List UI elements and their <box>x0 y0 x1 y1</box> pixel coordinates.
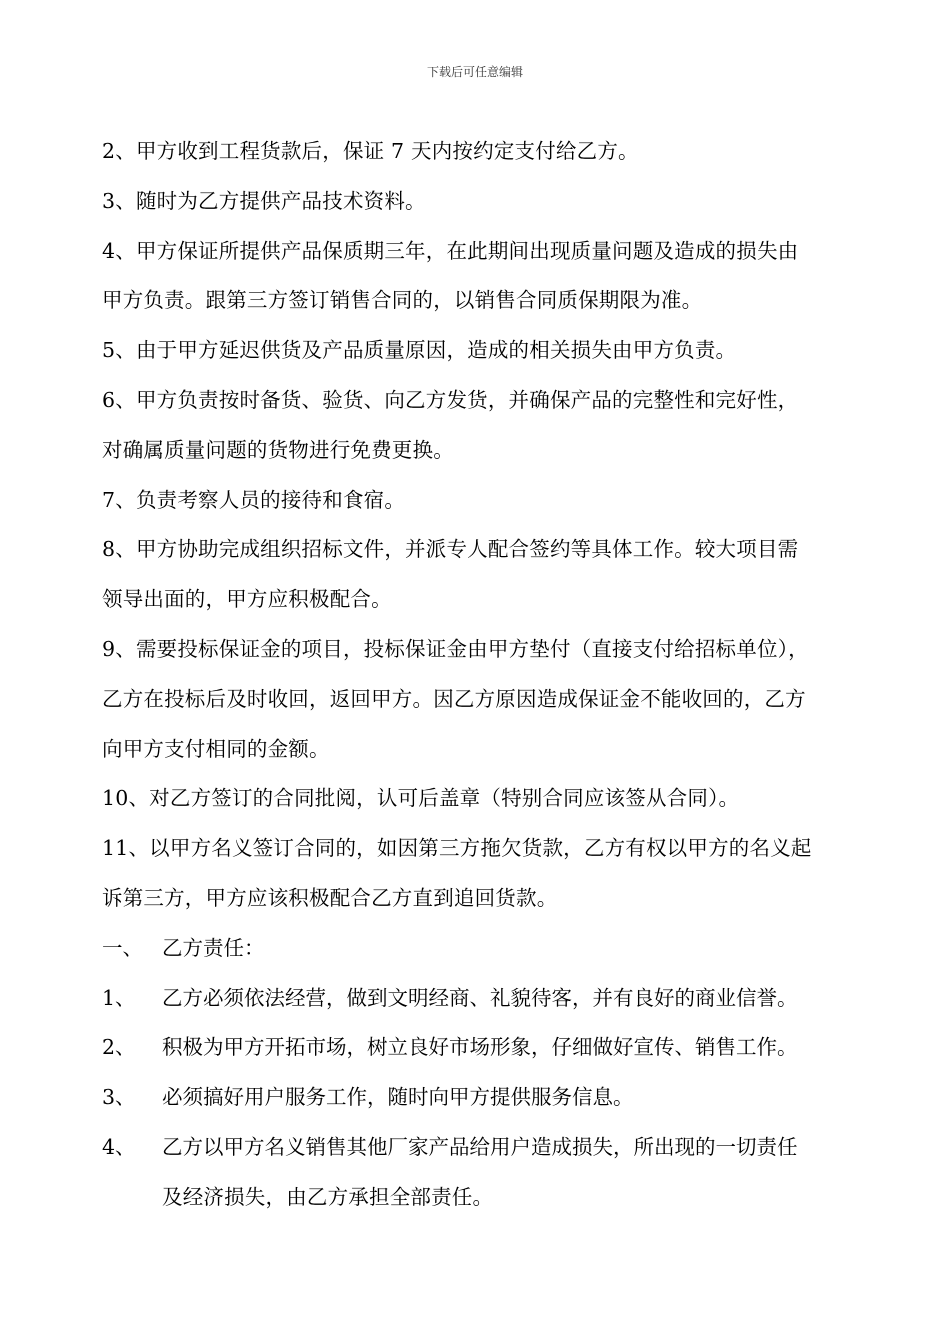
section-title: 乙方责任： <box>162 935 265 960</box>
list-item-text: 乙方必须依法经营，做到文明经商、礼貌待客，并有良好的商业信誉。 <box>162 985 798 1010</box>
list-item-text: 乙方以甲方名义销售其他厂家产品给用户造成损失，所出现的一切责任 <box>162 1134 798 1159</box>
list-item-number: 4、 <box>102 1134 136 1159</box>
clause-line: 向甲方支付相同的金额。 <box>102 736 330 761</box>
clause-line: 7、负责考察人员的接待和食宿。 <box>102 487 406 512</box>
list-item-text: 积极为甲方开拓市场，树立良好市场形象，仔细做好宣传、销售工作。 <box>162 1035 798 1060</box>
list-item-number: 3、 <box>102 1085 136 1110</box>
list-item-text: 必须搞好用户服务工作，随时向甲方提供服务信息。 <box>162 1085 634 1110</box>
list-item <box>102 1079 872 1129</box>
section-heading <box>102 930 872 980</box>
clause-line: 10、对乙方签订的合同批阅，认可后盖章（特别合同应该签从合同）。 <box>102 786 740 811</box>
list-item-number: 1、 <box>102 985 136 1010</box>
clause-line: 3、随时为乙方提供产品技术资料。 <box>102 188 426 213</box>
clause-line: 诉第三方，甲方应该积极配合乙方直到追回货款。 <box>102 885 558 910</box>
clause-line: 9、需要投标保证金的项目，投标保证金由甲方垫付（直接支付给招标单位）， <box>102 636 809 661</box>
clause-line: 2、甲方收到工程货款后，保证 7 天内按约定支付给乙方。 <box>102 139 639 163</box>
list-item <box>102 1029 872 1079</box>
document-body <box>102 133 872 1229</box>
clause-line: 甲方负责。跟第三方签订销售合同的，以销售合同质保期限为准。 <box>102 288 703 313</box>
clause-line: 6、甲方负责按时备货、验货、向乙方发货，并确保产品的完整性和完好性， <box>102 387 799 412</box>
section-number: 一、 <box>102 935 143 960</box>
page-header: 下载后可任意编辑 <box>426 65 523 79</box>
clause-line: 4、甲方保证所提供产品保质期三年，在此期间出现质量问题及造成的损失由 <box>102 238 799 263</box>
clause-line: 乙方在投标后及时收回，返回甲方。因乙方原因造成保证金不能收回的，乙方 <box>102 686 806 711</box>
list-item-continuation: 及经济损失，由乙方承担全部责任。 <box>162 1184 494 1209</box>
clause-line: 8、甲方协助完成组织招标文件，并派专人配合签约等具体工作。较大项目需 <box>102 537 799 562</box>
clause-line: 11、以甲方名义签订合同的，如因第三方拖欠货款，乙方有权以甲方的名义起 <box>102 836 812 861</box>
list-item <box>102 1129 872 1179</box>
list-item-number: 2、 <box>102 1035 136 1060</box>
clause-line: 对确属质量问题的货物进行免费更换。 <box>102 437 454 462</box>
clause-line: 领导出面的，甲方应积极配合。 <box>102 587 392 612</box>
list-item <box>102 980 872 1030</box>
clause-line: 5、由于甲方延迟供货及产品质量原因，造成的相关损失由甲方负责。 <box>102 338 737 363</box>
